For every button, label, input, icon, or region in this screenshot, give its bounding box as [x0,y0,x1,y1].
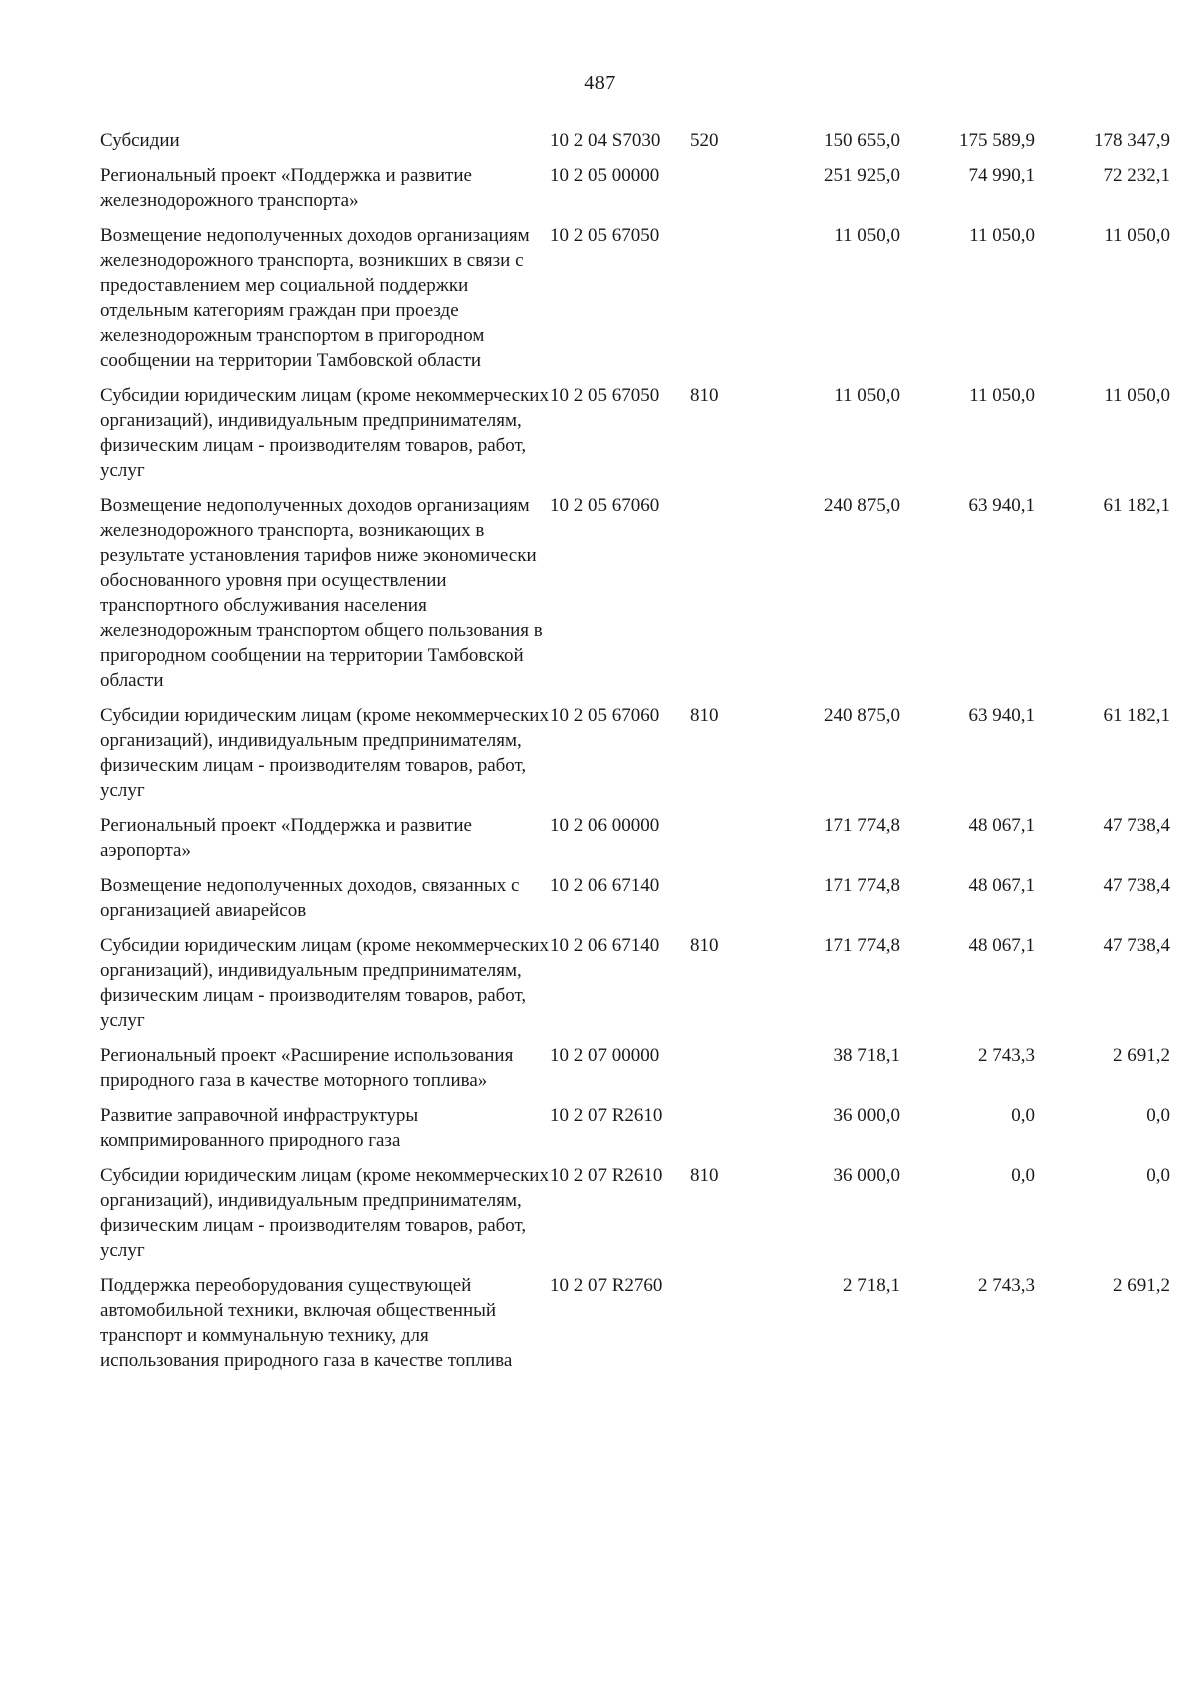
row-code: 10 2 06 00000 [550,815,660,836]
row-expense-type [690,813,750,873]
row-expense-type [690,873,750,933]
row-name: Возмещение недополученных доходов, связанных с организацией авиарейсов [100,875,520,921]
table-row [100,1103,1170,1163]
table-row [100,1273,1170,1383]
row-value-2: 48 067,1 [968,875,1035,896]
row-value-2: 0,0 [1011,1105,1035,1126]
row-name: Субсидии юридическим лицам (кроме некоммерческих организаций), индивидуальным предпринимателям, физическим лицам - производителям товаров, работ, услуг [100,705,549,801]
row-expense-type: 810 [690,935,719,956]
row-value-3: 11 050,0 [1104,225,1170,246]
row-value-3: 47 738,4 [1103,935,1170,956]
row-value-1: 171 774,8 [824,875,900,896]
row-value-1: 11 050,0 [834,385,900,406]
row-name: Субсидии юридическим лицам (кроме некоммерческих организаций), индивидуальным предпринимателям, физическим лицам - производителям товаров, работ, услуг [100,1165,549,1261]
row-code: 10 2 07 R2610 [550,1165,663,1186]
row-value-1: 36 000,0 [833,1165,900,1186]
row-value-3: 47 738,4 [1103,875,1170,896]
table-row [100,873,1170,933]
row-name: Поддержка переоборудования существующей автомобильной техники, включая общественный транспорт и коммунальную технику, для использования природного газа в качестве топлива [100,1275,513,1371]
row-value-1: 171 774,8 [824,935,900,956]
row-value-3: 61 182,1 [1103,705,1170,726]
row-value-2: 63 940,1 [968,495,1035,516]
row-value-1: 251 925,0 [824,165,900,186]
row-value-2: 11 050,0 [969,385,1035,406]
row-code: 10 2 07 R2760 [550,1275,663,1296]
row-value-3: 0,0 [1146,1105,1170,1126]
row-code: 10 2 07 00000 [550,1045,660,1066]
row-code: 10 2 06 67140 [550,935,660,956]
row-name: Субсидии юридическим лицам (кроме некоммерческих организаций), индивидуальным предпринимателям, физическим лицам - производителям товаров, работ, услуг [100,935,549,1031]
table-row [100,223,1170,383]
row-value-1: 36 000,0 [833,1105,900,1126]
budget-table-body [100,128,1170,1383]
row-value-2: 48 067,1 [968,935,1035,956]
table-row [100,1043,1170,1103]
table-row [100,813,1170,873]
row-value-3: 72 232,1 [1103,165,1170,186]
row-code: 10 2 05 67060 [550,705,660,726]
row-expense-type [690,1103,750,1163]
row-value-3: 47 738,4 [1103,815,1170,836]
row-value-2: 11 050,0 [969,225,1035,246]
row-expense-type [690,223,750,383]
row-name: Субсидии [100,130,180,151]
table-row [100,383,1170,493]
row-value-2: 74 990,1 [968,165,1035,186]
row-value-1: 38 718,1 [833,1045,900,1066]
row-expense-type [690,1043,750,1103]
row-value-1: 2 718,1 [843,1275,900,1296]
row-value-3: 0,0 [1146,1165,1170,1186]
table-row [100,933,1170,1043]
row-code: 10 2 07 R2610 [550,1105,663,1126]
table-row [100,493,1170,703]
row-value-2: 0,0 [1011,1165,1035,1186]
row-code: 10 2 05 67060 [550,495,660,516]
table-row [100,703,1170,813]
row-expense-type: 810 [690,385,719,406]
row-value-1: 240 875,0 [824,495,900,516]
row-value-1: 171 774,8 [824,815,900,836]
row-expense-type: 810 [690,1165,719,1186]
row-code: 10 2 05 00000 [550,165,660,186]
row-name: Возмещение недополученных доходов организациям железнодорожного транспорта, возникающих в результате установления тарифов ниже экономически обоснованного уровня при осуществлении транспортного обслуживания населения железнодорожным транспортом общего пользования в пригородном сообщении на территории Тамбовской области [100,495,543,691]
row-expense-type [690,163,750,223]
row-value-2: 63 940,1 [968,705,1035,726]
row-value-2: 2 743,3 [978,1045,1035,1066]
row-value-3: 178 347,9 [1094,130,1170,151]
row-code: 10 2 04 S7030 [550,130,661,151]
row-name: Региональный проект «Поддержка и развитие аэропорта» [100,815,472,861]
row-name: Субсидии юридическим лицам (кроме некоммерческих организаций), индивидуальным предпринимателям, физическим лицам - производителям товаров, работ, услуг [100,385,549,481]
row-name: Региональный проект «Поддержка и развитие железнодорожного транспорта» [100,165,472,211]
row-expense-type: 520 [690,130,719,151]
row-expense-type [690,1273,750,1383]
row-name: Региональный проект «Расширение использования природного газа в качестве моторного топлива» [100,1045,514,1091]
table-row [100,163,1170,223]
row-name: Возмещение недополученных доходов организациям железнодорожного транспорта, возникших в связи с предоставлением мер социальной поддержки отдельным категориям граждан при проезде железнодорожным транспортом в пригородном сообщении на территории Тамбовской области [100,225,530,371]
row-code: 10 2 05 67050 [550,385,660,406]
row-code: 10 2 06 67140 [550,875,660,896]
row-value-1: 240 875,0 [824,705,900,726]
table-row [100,1163,1170,1273]
row-value-2: 175 589,9 [959,130,1035,151]
row-value-2: 48 067,1 [968,815,1035,836]
row-code: 10 2 05 67050 [550,225,660,246]
row-value-2: 2 743,3 [978,1275,1035,1296]
table-row [100,128,1170,163]
row-value-3: 11 050,0 [1104,385,1170,406]
row-expense-type: 810 [690,705,719,726]
row-value-1: 150 655,0 [824,130,900,151]
row-name: Развитие заправочной инфраструктуры компримированного природного газа [100,1105,419,1151]
row-value-1: 11 050,0 [834,225,900,246]
row-value-3: 61 182,1 [1103,495,1170,516]
budget-table [100,128,1170,1383]
row-expense-type [690,493,750,703]
row-value-3: 2 691,2 [1113,1045,1170,1066]
page-number: 487 [584,72,616,94]
row-value-3: 2 691,2 [1113,1275,1170,1296]
